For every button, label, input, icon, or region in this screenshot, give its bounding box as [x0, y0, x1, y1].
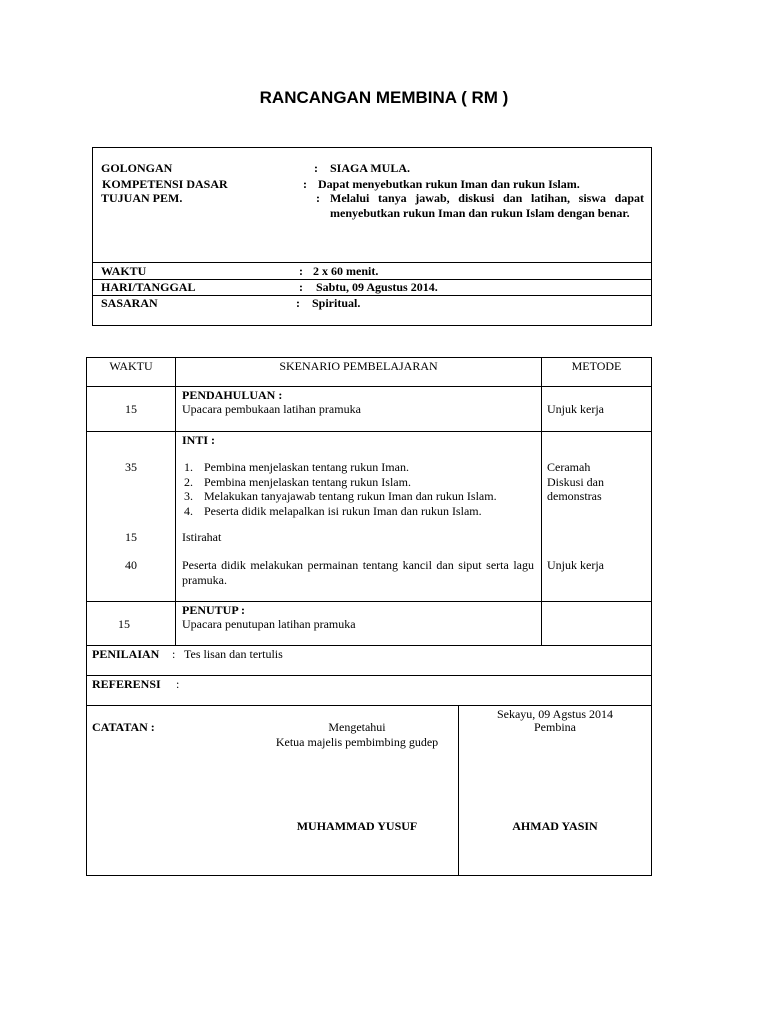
schedule-table: [86, 357, 652, 876]
inti-heading: INTI :: [182, 433, 216, 447]
schedule-divider: [87, 645, 651, 646]
schedule-divider: [87, 705, 651, 706]
header-waktu: WAKTU: [109, 359, 153, 373]
list-item: [184, 504, 497, 519]
schedule-col-divider: [175, 358, 176, 645]
golongan-label: GOLONGAN: [101, 161, 173, 175]
penilaian-label: PENILAIAN: [92, 647, 160, 661]
list-item: [184, 460, 497, 475]
penilaian-colon: :: [172, 647, 176, 661]
inti-time: 35: [125, 460, 137, 474]
header-skenario: SKENARIO PEMBELAJARAN: [279, 359, 438, 373]
schedule-divider: [87, 386, 651, 387]
istirahat-time: 15: [125, 530, 137, 544]
pembina-title: Pembina: [534, 720, 576, 734]
pendahuluan-heading: PENDAHULUAN :: [182, 388, 283, 402]
hari-colon: :: [299, 280, 303, 294]
header-metode: METODE: [571, 359, 622, 373]
list-number: 2.: [184, 474, 193, 489]
tujuan-label: TUJUAN PEM.: [101, 191, 183, 205]
sasaran-label: SASARAN: [101, 296, 158, 310]
pendahuluan-method: Unjuk kerja: [547, 402, 604, 416]
permainan-method: Unjuk kerja: [547, 558, 604, 572]
waktu-label: WAKTU: [101, 264, 147, 278]
tujuan-colon: :: [316, 191, 320, 205]
info-divider: [93, 295, 651, 296]
kompetensi-colon: :: [303, 177, 307, 191]
referensi-colon: :: [176, 677, 180, 691]
golongan-colon: :: [314, 161, 318, 175]
list-number: 1.: [184, 460, 193, 474]
hari-label: HARI/TANGGAL: [101, 280, 196, 294]
pembina-name: AHMAD YASIN: [512, 819, 598, 833]
sasaran-colon: :: [296, 296, 300, 310]
penutup-heading: PENUTUP :: [182, 603, 245, 617]
inti-method: [547, 460, 604, 504]
istirahat-text: Istirahat: [182, 530, 222, 544]
kompetensi-value: Dapat menyebutkan rukun Iman dan rukun Islam.: [318, 177, 580, 191]
mengetahui-text: Mengetahui: [328, 720, 386, 734]
catatan-label: CATATAN :: [92, 720, 155, 734]
permainan-time: 40: [125, 558, 137, 572]
penutup-activity: Upacara penutupan latihan pramuka: [182, 617, 356, 631]
permainan-text: Peserta didik melakukan permainan tentang kancil dan siput serta lagu pramuka.: [182, 558, 534, 587]
inti-method-line: demonstras: [547, 489, 602, 503]
penutup-time: 15: [118, 617, 130, 631]
waktu-value: 2 x 60 menit.: [313, 264, 379, 278]
ketua-name: MUHAMMAD YUSUF: [296, 819, 418, 833]
pendahuluan-activity: Upacara pembukaan latihan pramuka: [182, 402, 361, 416]
ketua-text: Ketua majelis pembimbing gudep: [275, 735, 439, 749]
sasaran-value: Spiritual.: [312, 296, 361, 310]
schedule-divider: [87, 675, 651, 676]
place-date: Sekayu, 09 Agstus 2014: [496, 707, 613, 721]
kompetensi-label: KOMPETENSI DASAR: [102, 177, 228, 191]
referensi-label: REFERENSI: [92, 677, 161, 691]
list-text: Pembina menjelaskan tentang rukun Iman.: [204, 460, 409, 474]
inti-method-line: Diskusi dan: [547, 474, 604, 489]
page-title: RANCANGAN MEMBINA ( RM ): [259, 88, 509, 107]
list-item: [184, 475, 497, 490]
list-text: Pembina menjelaskan tentang rukun Islam.: [204, 474, 411, 489]
list-item: [184, 489, 497, 504]
penilaian-value: Tes lisan dan tertulis: [184, 647, 283, 661]
schedule-divider: [87, 601, 651, 602]
schedule-col-divider: [541, 358, 542, 645]
list-number: 3.: [184, 489, 193, 503]
info-divider: [93, 262, 651, 263]
list-text: Melakukan tanyajawab tentang rukun Iman dan rukun Islam.: [204, 489, 497, 503]
list-text: Peserta didik melapalkan isi rukun Iman dan rukun Islam.: [204, 503, 482, 518]
waktu-colon: :: [299, 264, 303, 278]
tujuan-value: Melalui tanya jawab, diskusi dan latihan, siswa dapat menyebutkan rukun Iman dan rukun Islam dengan benar.: [330, 191, 644, 220]
pendahuluan-time: 15: [125, 402, 137, 416]
hari-value: Sabtu, 09 Agustus 2014.: [316, 280, 438, 294]
inti-list: [184, 460, 497, 518]
list-number: 4.: [184, 503, 193, 518]
inti-method-line: Ceramah: [547, 460, 591, 474]
golongan-value: SIAGA MULA.: [330, 161, 411, 175]
schedule-divider: [87, 431, 651, 432]
